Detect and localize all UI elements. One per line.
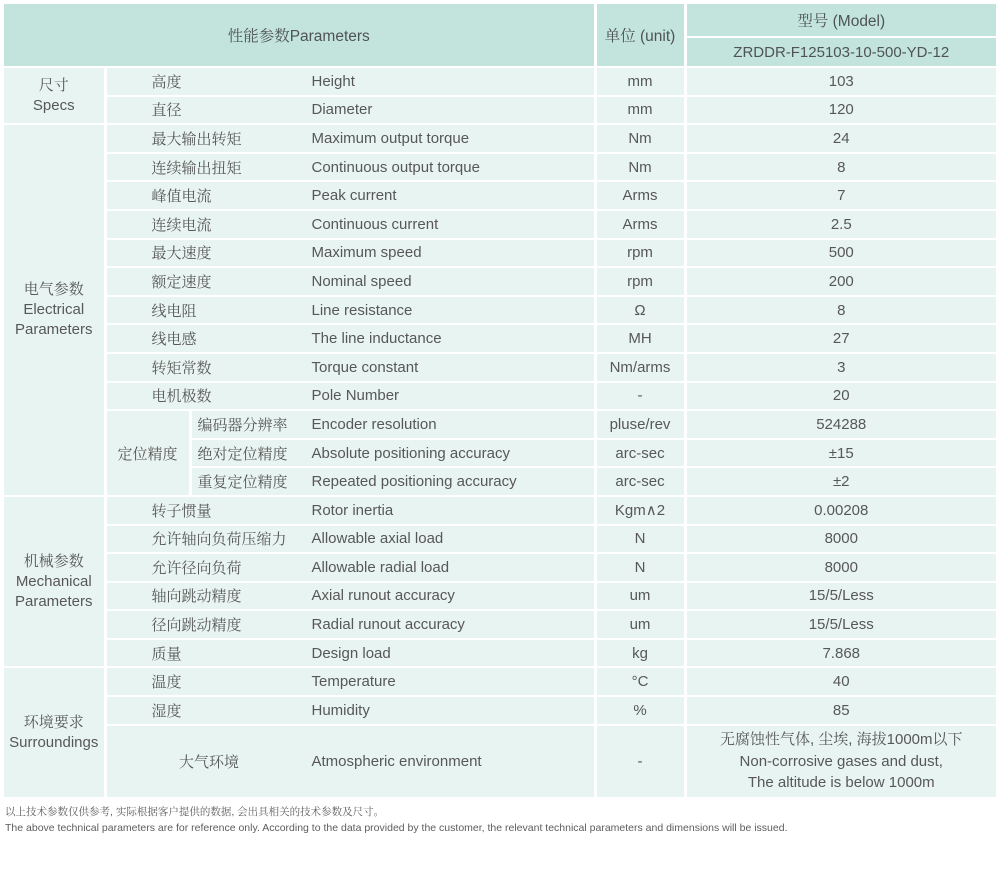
param-name-cell (105, 525, 595, 554)
section-label-cn: 电气参数 (23, 281, 84, 299)
unit-cell: °C (595, 667, 685, 696)
unit-cell: MH (595, 324, 685, 353)
param-cn: 质量 (151, 645, 182, 663)
section-label-surroundings (4, 667, 105, 796)
value-cell: 8000 (685, 525, 996, 554)
unit-cell: Nm (595, 124, 685, 153)
param-cn: 高度 (151, 73, 182, 91)
param-name-cell (105, 382, 595, 411)
header-model-value: ZRDDR-F125103-10-500-YD-12 (685, 37, 996, 67)
value-cell: 8 (685, 296, 996, 325)
footer-note-en: The above technical parameters are for reference only. According to the data provided by the customer, the relevant technical parameters and dimensions will be issued. (5, 821, 788, 834)
unit-cell: um (595, 610, 685, 639)
unit-cell: arc-sec (595, 467, 685, 496)
param-en: Maximum speed (311, 244, 422, 262)
param-name-cell (105, 696, 595, 725)
table-row (4, 210, 996, 239)
param-name-cell (105, 667, 595, 696)
unit-cell: Nm (595, 153, 685, 182)
table-row (4, 696, 996, 725)
value-cell: 40 (685, 667, 996, 696)
param-en: Allowable axial load (311, 530, 444, 548)
param-name-cell (105, 296, 595, 325)
param-cn: 转矩常数 (151, 359, 212, 377)
spec-table (4, 4, 996, 797)
value-cell: 85 (685, 696, 996, 725)
param-name-cell (105, 353, 595, 382)
table-row (4, 296, 996, 325)
table-row (4, 353, 996, 382)
section-label-cn: 尺寸 (38, 76, 69, 94)
param-name-cell (105, 153, 595, 182)
unit-cell: - (595, 725, 685, 797)
param-en: Encoder resolution (311, 415, 437, 433)
param-cn: 允许轴向负荷压缩力 (151, 531, 287, 549)
unit-cell: mm (595, 67, 685, 96)
param-name-cell (105, 124, 595, 153)
table-row (4, 667, 996, 696)
param-name-cell (105, 181, 595, 210)
header-model-label: 型号 (Model) (685, 4, 996, 37)
unit-cell: mm (595, 96, 685, 125)
table-row-atmospheric (4, 725, 996, 797)
param-name-cell (105, 67, 595, 96)
unit-cell: rpm (595, 267, 685, 296)
value-cell: 103 (685, 67, 996, 96)
param-cn: 径向跳动精度 (151, 617, 242, 635)
param-name-cell (105, 553, 595, 582)
param-cn: 温度 (151, 674, 182, 692)
param-cn: 连续电流 (151, 216, 212, 234)
table-row (4, 124, 996, 153)
param-cn: 连续输出扭矩 (151, 159, 242, 177)
table-row (4, 496, 996, 525)
param-en: Allowable radial load (311, 558, 450, 576)
param-cn: 电机极数 (151, 388, 212, 406)
param-en: Rotor inertia (311, 501, 394, 519)
section-label-en: Electrical Parameters (14, 301, 93, 338)
param-cn: 最大输出转矩 (151, 130, 242, 148)
param-cn: 大气环境 (178, 753, 239, 771)
table-row (4, 582, 996, 611)
unit-cell: kg (595, 639, 685, 668)
unit-cell: Arms (595, 210, 685, 239)
param-cn: 线电阻 (151, 302, 197, 320)
section-label-mechanical (4, 496, 105, 668)
value-cell: 8 (685, 153, 996, 182)
subgroup-label-positioning: 定位精度 (105, 410, 190, 496)
param-cn: 编码器分辨率 (197, 416, 288, 434)
section-label-en: Mechanical Parameters (14, 572, 93, 610)
param-en: Maximum output torque (311, 129, 470, 147)
value-cell: ±15 (685, 439, 996, 468)
unit-cell: rpm (595, 239, 685, 268)
param-name-cell (105, 496, 595, 525)
value-line: 无腐蚀性气体, 尘埃, 海拔1000m以下 (719, 731, 963, 749)
param-cn: 轴向跳动精度 (151, 588, 242, 606)
param-name-cell (190, 467, 595, 496)
table-row (4, 382, 996, 411)
param-name-cell (105, 610, 595, 639)
param-en: Atmospheric environment (311, 752, 482, 770)
section-label-en: Surroundings (9, 733, 99, 751)
param-cn: 最大速度 (151, 245, 212, 263)
table-row (4, 639, 996, 668)
value-cell: 120 (685, 96, 996, 125)
param-cn: 峰值电流 (151, 188, 212, 206)
table-row (4, 610, 996, 639)
param-name-cell (105, 239, 595, 268)
param-en: Absolute positioning accuracy (311, 444, 510, 462)
section-label-specs (4, 67, 105, 124)
value-cell: 3 (685, 353, 996, 382)
table-row (4, 67, 996, 96)
param-cn: 额定速度 (151, 273, 212, 291)
value-cell: 15/5/Less (685, 610, 996, 639)
value-cell: 8000 (685, 553, 996, 582)
unit-cell: N (595, 525, 685, 554)
param-name-cell (105, 324, 595, 353)
unit-cell: - (595, 382, 685, 411)
param-en: Pole Number (311, 387, 400, 405)
unit-cell: Arms (595, 181, 685, 210)
table-row (4, 324, 996, 353)
param-name-cell (105, 210, 595, 239)
param-en: Repeated positioning accuracy (311, 473, 517, 491)
param-en: Radial runout accuracy (311, 616, 465, 634)
param-cn: 绝对定位精度 (197, 445, 288, 463)
param-en: Axial runout accuracy (311, 587, 455, 605)
param-en: Line resistance (311, 301, 413, 319)
section-label-cn: 机械参数 (23, 552, 84, 570)
table-header (4, 4, 996, 67)
param-en: Continuous current (311, 215, 439, 233)
param-name-cell (190, 410, 595, 439)
param-cn: 允许径向负荷 (151, 559, 242, 577)
unit-cell: arc-sec (595, 439, 685, 468)
header-parameters: 性能参数Parameters (4, 4, 595, 67)
table-row (4, 410, 996, 439)
param-cn: 线电感 (151, 331, 197, 349)
value-cell (685, 725, 996, 797)
param-en: Torque constant (311, 358, 419, 376)
table-row (4, 239, 996, 268)
value-cell: 500 (685, 239, 996, 268)
section-label-electrical (4, 124, 105, 496)
param-en: Humidity (311, 701, 370, 719)
value-cell: 7 (685, 181, 996, 210)
unit-cell: Nm/arms (595, 353, 685, 382)
value-cell: 0.00208 (685, 496, 996, 525)
section-label-cn: 环境要求 (23, 713, 84, 731)
value-cell: 27 (685, 324, 996, 353)
unit-cell: pluse/rev (595, 410, 685, 439)
param-en: Height (311, 72, 355, 90)
param-cn: 重复定位精度 (197, 474, 288, 492)
value-cell: 20 (685, 382, 996, 411)
footer-note-cn: 以上技术参数仅供参考, 实际根据客户提供的数据, 会出具相关的技术参数及尺寸。 (5, 805, 385, 818)
value-cell: 200 (685, 267, 996, 296)
value-line: Non-corrosive gases and dust, (739, 752, 943, 770)
unit-cell: um (595, 582, 685, 611)
param-en: The line inductance (311, 330, 442, 348)
param-name-cell (105, 725, 595, 797)
param-cn: 直径 (151, 102, 182, 120)
param-en: Temperature (311, 673, 396, 691)
table-row (4, 525, 996, 554)
param-cn: 转子惯量 (151, 502, 212, 520)
value-cell: 24 (685, 124, 996, 153)
param-name-cell (105, 582, 595, 611)
param-en: Design load (311, 644, 391, 662)
value-cell: 524288 (685, 410, 996, 439)
param-name-cell (105, 639, 595, 668)
value-cell: 15/5/Less (685, 582, 996, 611)
unit-cell: % (595, 696, 685, 725)
table-row (4, 267, 996, 296)
unit-cell: Kgm∧2 (595, 496, 685, 525)
param-en: Diameter (311, 101, 373, 119)
footer-notes (4, 797, 996, 834)
table-row (4, 96, 996, 125)
param-cn: 湿度 (151, 702, 182, 720)
value-cell: 7.868 (685, 639, 996, 668)
unit-cell: Ω (595, 296, 685, 325)
header-unit: 单位 (unit) (595, 4, 685, 67)
param-name-cell (105, 267, 595, 296)
unit-cell: N (595, 553, 685, 582)
value-line: The altitude is below 1000m (747, 773, 935, 791)
value-cell: 2.5 (685, 210, 996, 239)
table-row (4, 181, 996, 210)
table-row (4, 553, 996, 582)
param-name-cell (190, 439, 595, 468)
param-en: Nominal speed (311, 272, 412, 290)
param-name-cell (105, 96, 595, 125)
param-en: Peak current (311, 187, 397, 205)
table-row (4, 153, 996, 182)
value-cell: ±2 (685, 467, 996, 496)
section-label-en: Specs (32, 96, 75, 114)
param-en: Continuous output torque (311, 158, 480, 176)
